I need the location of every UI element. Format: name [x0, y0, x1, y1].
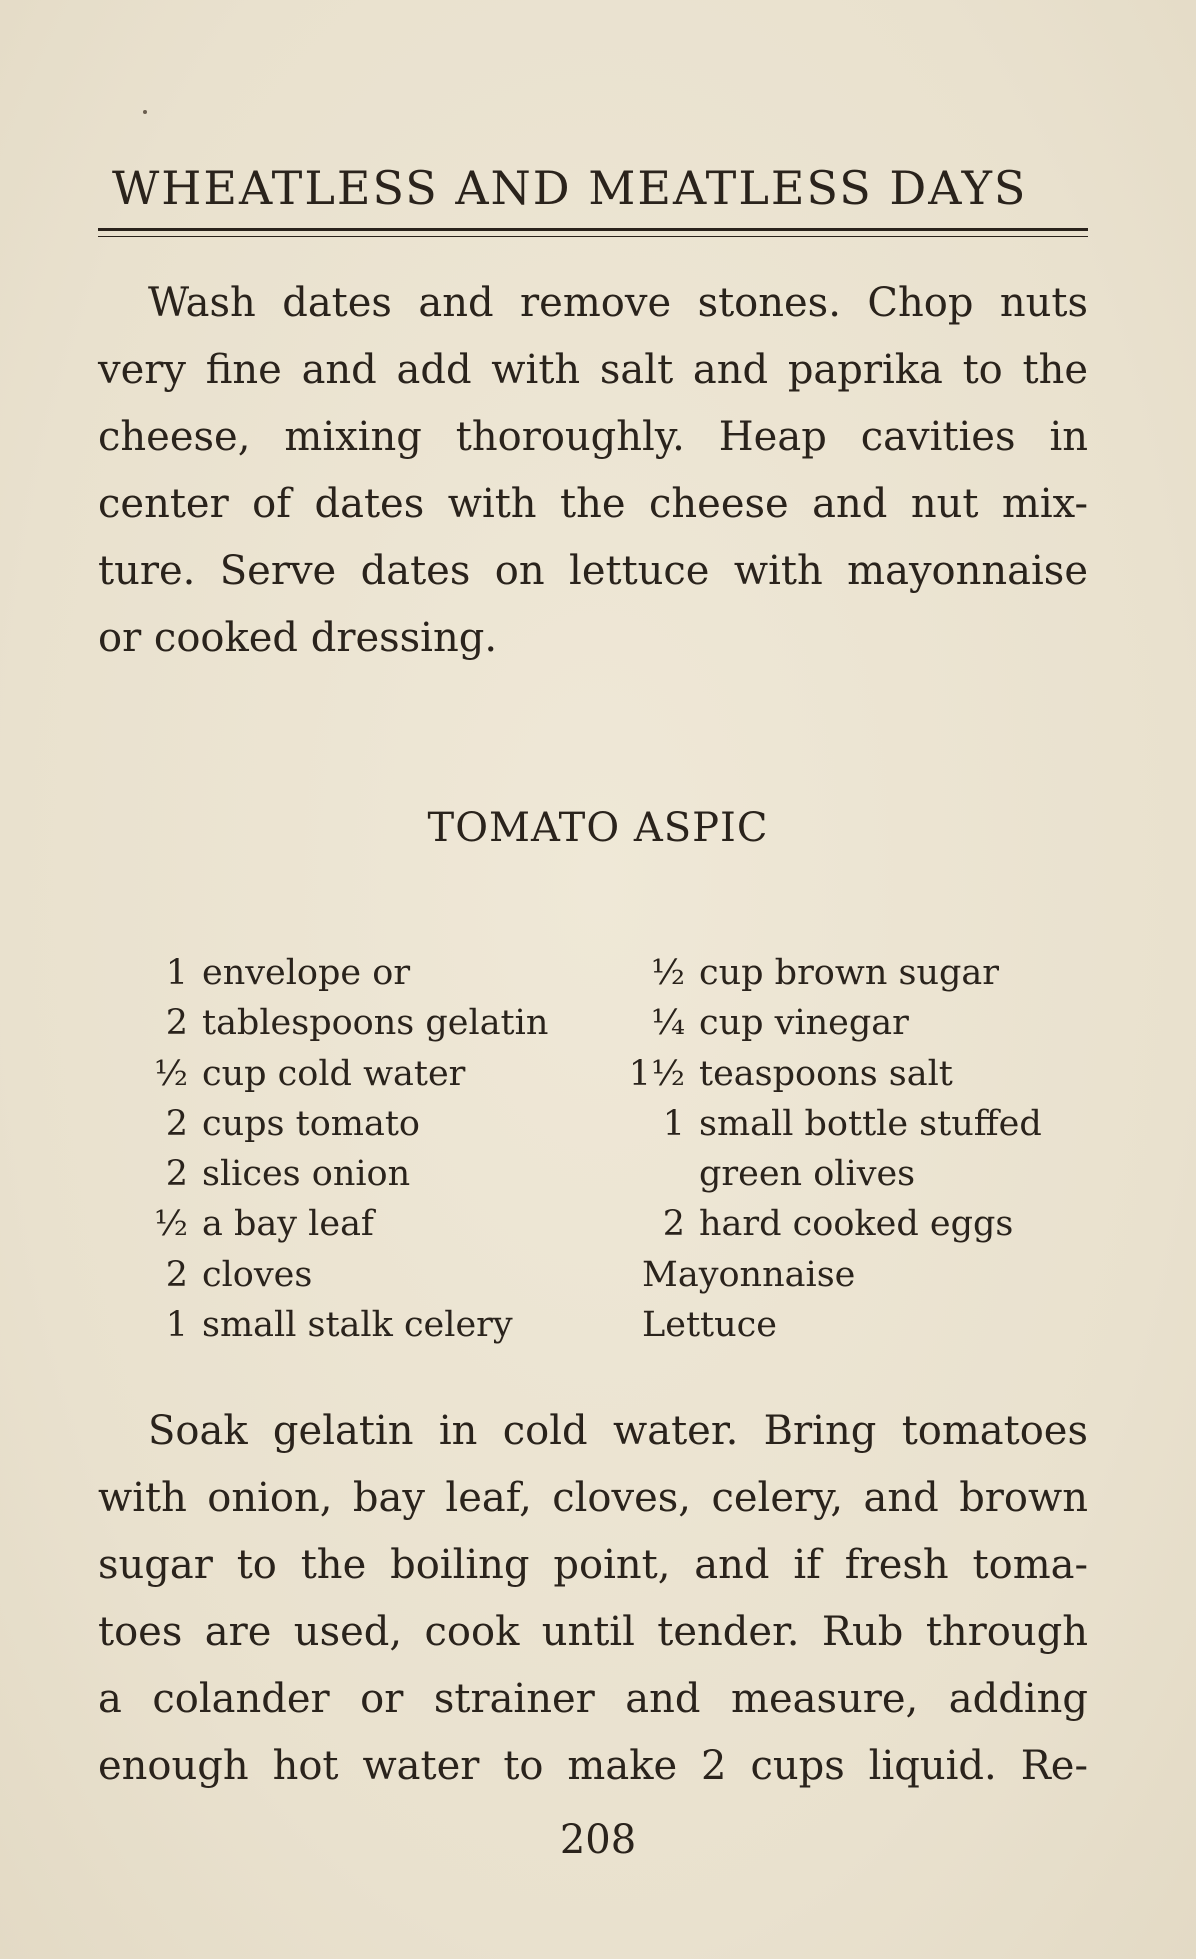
ingredient-quantity: ½ [154, 1053, 188, 1094]
intro-paragraph [98, 270, 1088, 672]
ingredient-name: Lettuce [642, 1305, 777, 1346]
ingredient-row [128, 1250, 548, 1300]
ingredient-row [625, 1199, 1042, 1249]
paragraph-line: Soak gelatin in cold water. Bring tomatoes [148, 1408, 1088, 1454]
ingredient-row [128, 1300, 548, 1350]
ingredient-row [625, 1300, 1042, 1350]
page-number: 208 [559, 1817, 637, 1863]
method-paragraph [98, 1398, 1088, 1800]
ingredient-quantity: ¼ [651, 1003, 685, 1044]
ingredient-name: tablespoons gelatin [202, 1003, 549, 1044]
ingredient-quantity: ½ [651, 953, 685, 993]
recipe-title: TOMATO ASPIC [427, 805, 769, 851]
ingredient-name: a bay leaf [202, 1204, 374, 1245]
ingredient-name: cup cold water [202, 1053, 466, 1094]
paper-fleck [143, 110, 147, 114]
ingredient-quantity: 1 [662, 1103, 685, 1144]
paragraph-line: Wash dates and remove stones. Chop nuts [148, 280, 1088, 326]
ingredient-name: small bottle stuffed [699, 1103, 1042, 1144]
double-rule [98, 228, 1088, 237]
paragraph-line: with onion, bay leaf, cloves, celery, and brown [98, 1475, 1088, 1521]
ingredient-quantity: 2 [165, 1003, 188, 1044]
ingredient-quantity: 1½ [628, 1053, 685, 1094]
ingredient-row [128, 1099, 548, 1149]
running-head: WHEATLESS AND MEATLESS DAYS [112, 161, 1028, 215]
ingredients-left-column [128, 948, 548, 1350]
ingredient-row [128, 1199, 548, 1249]
paragraph-line: or cooked dressing. [98, 615, 498, 661]
ingredient-row [625, 998, 1042, 1048]
paragraph-line: sugar to the boiling point, and if fresh toma- [98, 1542, 1088, 1588]
ingredient-quantity: 1 [165, 953, 188, 993]
ingredient-quantity: ½ [154, 1204, 188, 1245]
paragraph-line: enough hot water to make 2 cups liquid. Re- [98, 1743, 1088, 1789]
ingredient-name: Mayonnaise [642, 1254, 856, 1295]
ingredient-name: green olives [699, 1154, 916, 1195]
paragraph-line: center of dates with the cheese and nut mix- [98, 481, 1088, 527]
ingredient-quantity: 2 [165, 1103, 188, 1144]
ingredient-name: teaspoons salt [699, 1053, 953, 1094]
ingredient-row [128, 1149, 548, 1199]
ingredient-name: cup vinegar [699, 1003, 909, 1044]
ingredient-quantity: 2 [165, 1254, 188, 1295]
ingredient-name: hard cooked eggs [699, 1204, 1014, 1245]
paragraph-line: very fine and add with salt and paprika to the [98, 347, 1088, 393]
ingredients-right-column [625, 948, 1042, 1350]
ingredient-row [625, 1250, 1042, 1300]
ingredient-quantity: 2 [165, 1154, 188, 1195]
paragraph-line: toes are used, cook until tender. Rub through [98, 1609, 1088, 1655]
ingredient-row [128, 1049, 548, 1099]
ingredient-row [625, 948, 1042, 998]
paragraph-line: a colander or strainer and measure, adding [98, 1676, 1088, 1722]
ingredient-row [128, 998, 548, 1048]
ingredient-row [128, 948, 548, 998]
ingredient-quantity: 1 [165, 1305, 188, 1346]
ingredient-name: slices onion [202, 1154, 411, 1195]
ingredient-row [625, 1099, 1042, 1149]
paragraph-line: ture. Serve dates on lettuce with mayonnaise [98, 548, 1088, 594]
ingredient-quantity: 2 [662, 1204, 685, 1245]
ingredient-name: small stalk celery [202, 1305, 513, 1346]
ingredient-name: cup brown sugar [699, 953, 1000, 993]
ingredient-name: cups tomato [202, 1103, 420, 1144]
ingredient-row [625, 1049, 1042, 1099]
paragraph-line: cheese, mixing thoroughly. Heap cavities in [98, 414, 1088, 460]
ingredient-name: cloves [202, 1254, 313, 1295]
ingredient-row [625, 1149, 1042, 1199]
ingredient-name: envelope or [202, 953, 411, 993]
